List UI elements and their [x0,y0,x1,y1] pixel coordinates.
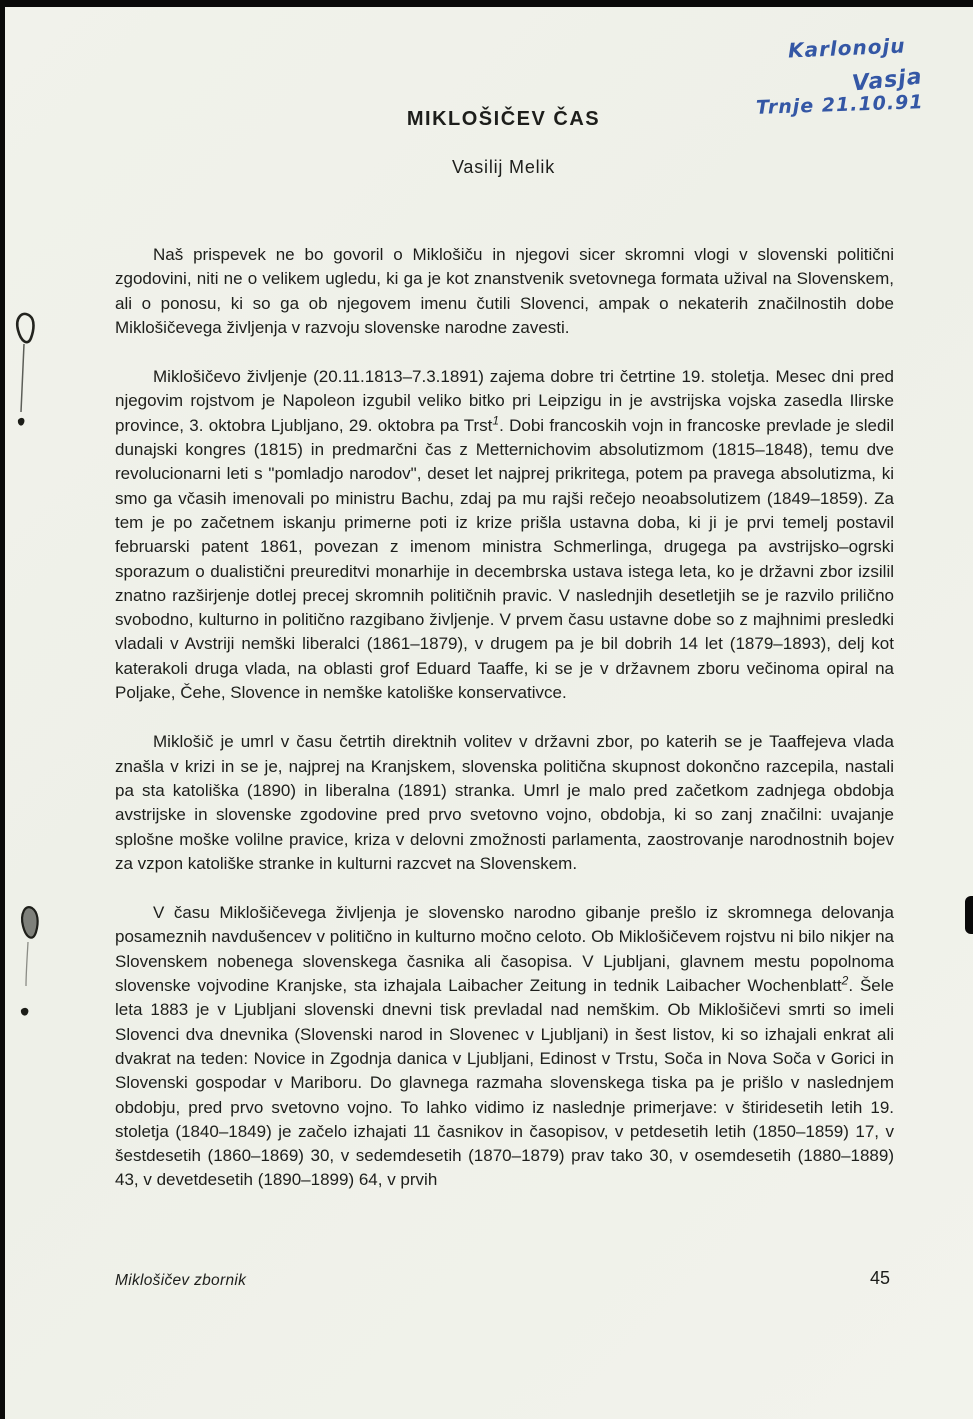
paragraph-1 [115,243,894,340]
paragraph-4-text-a: V času Miklošičevega življenja je slovensko narodno gibanje prešlo iz skromnega delovanja posameznih navdušencev v politično in kulturno močno celoto. Ob Miklošičevem rojstvu ni bilo nikjer na Slovenskem nobenega slovenskega časnika ali časopisa. V Ljubljani, glavnem mestu popolnoma slovenske vojvodine Kranjske, sta izhajala Laibacher Zeitung in tednik Laibacher Wochenblatt [115,903,894,996]
scan-edge-left [0,0,5,1419]
paragraph-1-text: Naš prispevek ne bo govoril o Miklošiču in njegovi sicer skromni vlogi v slovenski politični zgodovini, niti ne o velikem ugledu, ki ga je kot znanstvenik svetovnega formata užival na Slovenskem, ali o ponosu, ki so ga ob njegovem imenu čutili Slovenci, ampak o nekaterih značilnostih dobe Miklošičevega življenja v razvoju slovenske narodne zavesti. [115,245,894,337]
article-author: Vasilij Melik [451,157,556,177]
paragraph-3 [115,730,894,876]
footer-journal-title: Miklošičev zbornik [115,1272,247,1289]
article-title: MIKLOŠIČEV ČAS [406,108,601,130]
paragraph-2 [115,365,894,705]
footnote-ref-2: 2 [841,973,849,988]
footer-page-number: 45 [869,1268,890,1288]
article-body [115,243,894,1193]
margin-pen-mark-2 [12,902,52,1032]
footnote-ref-1: 1 [492,413,500,428]
paragraph-3-text: Miklošič je umrl v času četrtih direktnih volitev v državni zbor, po katerih se je Taaffejeva vlada znašla v krizi in se je, najprej na Kranjskem, slovenska politična skupnost dokončno razcepila, nastali pa sta katoliška (1890) in liberalna (1891) stranka. Umrl je malo pred začetkom zadnjega obdobja avstrijske in slovenske zgodovine pred prvo svetovno vojno, obdobja, ki so zanj značilni: uvajanje splošne moške volilne pravice, kriza v delovni zmožnosti parlamenta, zaostrovanje narodnostnih bojev za vzpon katoliške stranke in kulturni razcvet na Slovenskem. [115,732,894,873]
paragraph-2-text-a: Miklošičevo življenje (20.11.1813–7.3.1891) zajema dobre tri četrtine 19. stoletja. Mesec dni pred njegovim rojstvom je Napoleon izgubil veliko bitko pri Leipzigu in je avstrijska vojska zasedla Ilirske province, 3. oktobra Ljubljano, 29. oktobra pa Trst [115,367,894,435]
scan-edge-top [0,0,973,7]
handwriting-line-2: Vasja [850,64,924,97]
handwriting-line-1: Karlonoju [787,33,906,63]
handwriting-line-3: Trnje 21.10.91 [755,91,924,119]
paragraph-4 [115,901,894,1193]
margin-pen-mark-1 [8,308,48,448]
scan-artifact-right [965,896,973,934]
paragraph-4-text-b: . Šele leta 1883 je v Ljubljani slovenski dnevni tisk prevladal nad nemškim. Ob Miklošičevi smrti so imeli Slovenci dva dnevnika (Slovenski narod in Slovenec v Ljubljani) in šest listov, ki so izhajali enkrat ali dvakrat na teden: Novice in Zgodnja danica v Ljubljani, Edinost v Trstu, Soča in Nova Soča v Gorici in Slovenski gospodar v Mariboru. Do glavnega razmaha slovenskega tiska pa je prišlo v naslednjem obdobju, pred prvo svetovno vojno. To lahko vidimo iz naslednje primerjave: v štiridesetih letih 19. stoletja (1840–1849) je začelo izhajati 11 časnikov in časopisov, v petdesetih letih (1850–1859) 17, v šestdesetih (1860–1869) 30, v sedemdesetih (1870–1879) prav tako 30, v osemdesetih (1880–1889) 43, v devetdesetih (1890–1899) 64, v prvih [115,976,894,1190]
paragraph-2-text-b: . Dobi francoskih vojn in francoske prevlade je sledil dunajski kongres (1815) in predmarčni čas z Metternichovim absolutizmom (1815–1848), temu dve revolucionarni leti s "pomladjo narodov", deset let najprej prikritega, potem pa pravega absolutizma, ki smo ga včasih imenovali po ministru Bachu, zdaj pa mu rajši rečejo neoabsolutizem (1849–1859). Za tem je po začetnem iskanju primerne poti iz krize prišla ustavna doba, ki ji je prvi temelj postavil februarski patent 1861, povezan z imenom ministra Schmerlinga, drugega pa avstrijsko–ogrski sporazum o dualistični preureditvi monarhije in decembrska ustava istega leta, ko je državni zbor izsilil znatno razširjenje dotlej precej skromnih političnih pravic. V naslednjih desetletjih se je razvilo prilično svobodno, kulturno in politično razgibano življenje. V prvem času ustavne dobe so z majhnimi presledki vladali v Avstriji nemški liberalci (1861–1879), v drugem pa je bil dobrih 14 let (1879–1893), delj kot katerakoli druga vlada, na oblasti grof Eduard Taaffe, ki se je v državnem zboru večinoma opiral na Poljake, Čehe, Slovence in nemške katoliške konservativce. [115,415,894,703]
